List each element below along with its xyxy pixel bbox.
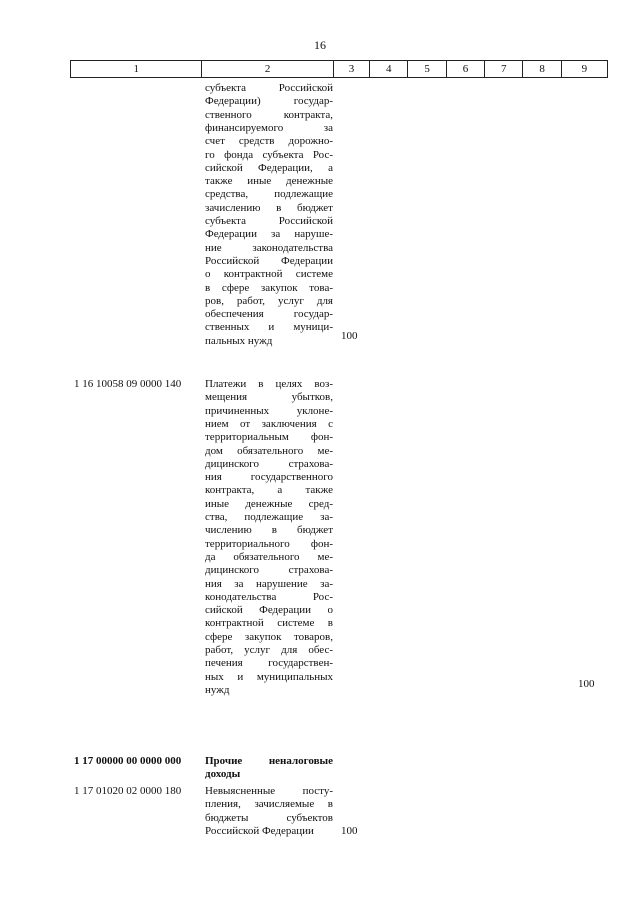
row-description-line: нием от заключения с [205, 417, 333, 430]
column-3-value: 100 [341, 824, 358, 837]
row-description-line: субъекта Российской [205, 215, 333, 227]
row-description-line: средства, подлежащие [205, 188, 333, 201]
row-description-line: в сфере закупок това- [205, 281, 333, 294]
page-number: 16 [314, 38, 326, 52]
row-description-line: доходы [205, 768, 241, 781]
row-description-line: дом обязательного ме- [205, 444, 333, 457]
row-description-line: Невыясненные посту- [205, 785, 333, 797]
row-description-line: ственных и муници- [205, 321, 333, 334]
row-description-line: ственного контракта, [205, 108, 333, 121]
row-description-line: ния за нарушение за- [205, 577, 333, 590]
row-description-line: Российской Федерации [205, 254, 333, 267]
budget-classification-code: 1 17 01020 02 0000 180 [74, 785, 182, 797]
budget-classification-code: 1 17 00000 00 0000 000 [74, 755, 182, 767]
row-description-line: территориальным фон- [205, 431, 333, 444]
row-description-line: ных и муниципальных [205, 670, 333, 683]
row-description-line: сийской Федерации, а [205, 161, 333, 174]
header-cell-8: 8 [523, 61, 561, 78]
row-description-line: причиненных уклоне- [205, 404, 333, 417]
row-description-line: субъекта Российской [205, 82, 333, 94]
row-description-line: Прочие неналоговые [205, 755, 333, 767]
row-description-line: Российской Федерации [205, 824, 314, 837]
row-description-line: дицинского страхова- [205, 564, 333, 577]
header-cell-4: 4 [370, 61, 408, 78]
row-description-line: Федерации за наруше- [205, 228, 333, 241]
row-description-line: контракта, а также [205, 484, 333, 497]
header-cell-2: 2 [202, 61, 333, 78]
row-description-line: мещения убытков, [205, 391, 333, 404]
row-description-line: дицинского страхова- [205, 457, 333, 470]
header-cell-5: 5 [408, 61, 446, 78]
row-description-line: ров, работ, услуг для [205, 294, 333, 307]
row-description-line: бюджеты субъектов [205, 811, 333, 824]
row-description-line: пальных нужд [205, 334, 273, 347]
header-cell-6: 6 [446, 61, 484, 78]
budget-classification-code: 1 16 10058 09 0000 140 [74, 378, 182, 390]
row-description-line: ние законодательства [205, 241, 333, 254]
row-description-line: Платежи в целях воз- [205, 378, 333, 390]
row-description-line: пления, зачисляемые в [205, 798, 333, 811]
row-description-line: числению в бюджет [205, 524, 333, 537]
header-cell-3: 3 [333, 61, 369, 78]
row-description-line: финансируемого за [205, 121, 333, 134]
row-description-line: контрактной системе в [205, 617, 333, 630]
row-description-line: ства, подлежащие за- [205, 511, 333, 523]
row-description-line: также иные денежные [205, 175, 333, 188]
header-cell-9: 9 [561, 61, 607, 78]
column-9-value: 100 [578, 677, 595, 690]
row-description-line: печения государствен- [205, 657, 333, 670]
row-description-line: территориального фон- [205, 537, 333, 550]
row-description-line: зачислению в бюджет [205, 201, 333, 214]
row-description-line: сийской Федерации о [205, 604, 333, 617]
row-description-line: иные денежные сред- [205, 497, 333, 510]
header-cell-7: 7 [485, 61, 523, 78]
row-description-line: да обязательного ме- [205, 550, 333, 563]
column-3-value: 100 [341, 329, 358, 342]
header-cell-1: 1 [71, 61, 202, 78]
row-description-line: ния государственного [205, 471, 333, 484]
row-description-line: обеспечения государ- [205, 308, 333, 321]
row-description-line: сфере закупок товаров, [205, 630, 333, 643]
row-description-line: работ, услуг для обес- [205, 644, 333, 656]
row-description-line: счет средств дорожно- [205, 135, 333, 148]
row-description-line: го фонда субъекта Рос- [205, 148, 333, 161]
row-description-line: нужд [205, 683, 230, 696]
row-description-line: о контрактной системе [205, 268, 333, 281]
row-description-line: Федерации) государ- [205, 95, 333, 108]
row-description-line: конодательства Рос- [205, 590, 333, 603]
